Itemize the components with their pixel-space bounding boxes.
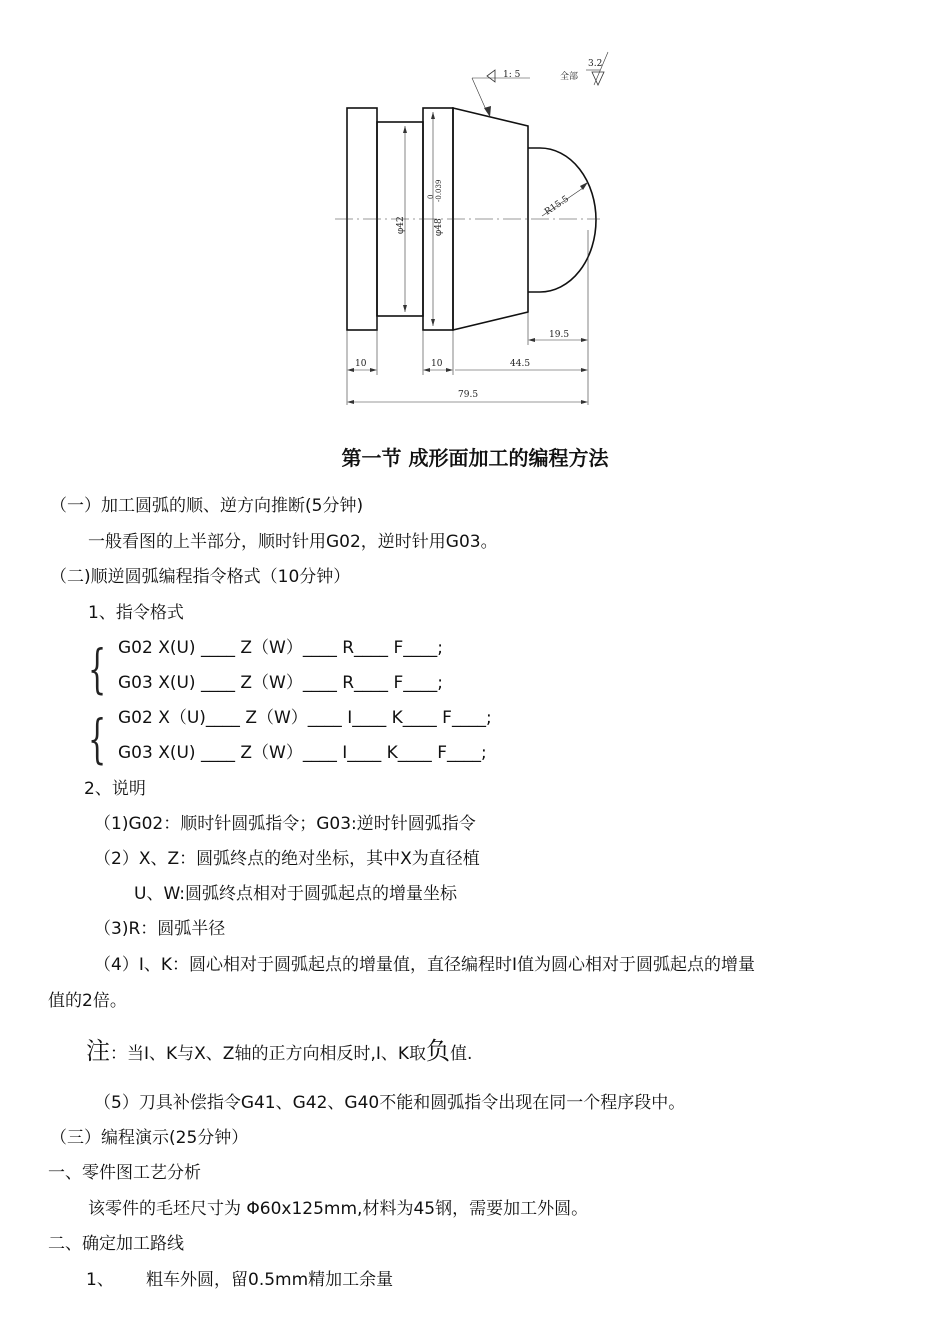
brace-1: { [88, 640, 107, 700]
note-4: （4）I、K：圆心相对于圆弧起点的增量值，直径编程时I值为圆心相对于圆弧起点的增量 [94, 955, 755, 975]
subheading-notes: 2、说明 [84, 779, 146, 799]
brace-2: { [88, 710, 107, 770]
section-title: 第一节 成形面加工的编程方法 [341, 446, 609, 470]
heading-2: （二)顺逆圆弧编程指令格式（10分钟） [50, 567, 351, 587]
note-mark: 注 [86, 1037, 110, 1065]
dim-total: 79.5 [458, 390, 479, 400]
note-sign [86, 1037, 473, 1065]
step-2-item-text: 粗车外圆，留0.5mm精加工余量 [146, 1270, 394, 1290]
format-line-g03-r: G03 X(U) ____ Z（W）____ R____ F____; [118, 673, 443, 693]
dim-len1: 10 [355, 359, 367, 369]
step-1-text: 该零件的毛坯尺寸为 Φ60x125mm,材料为45钢，需要加工外圆。 [88, 1199, 589, 1219]
step-2-heading: 二、确定加工路线 [48, 1234, 184, 1254]
paragraph-direction: 一般看图的上半部分，顺时针用G02，逆时针用G03。 [88, 532, 498, 552]
part-drawing-svg [300, 40, 630, 420]
note-1: （1)G02：顺时针圆弧指令；G03:逆时针圆弧指令 [94, 814, 476, 834]
note-2: （2）X、Z：圆弧终点的绝对坐标，其中X为直径植 [94, 849, 480, 869]
dia2-label: φ48 [434, 218, 444, 236]
format-line-g03-ik: G03 X(U) ____ Z（W）____ I____ K____ F____; [118, 743, 487, 763]
note-2b: U、W:圆弧终点相对于圆弧起点的增量坐标 [134, 884, 457, 904]
note-fu: 负 [426, 1037, 451, 1065]
step-1-heading: 一、零件图工艺分析 [48, 1163, 201, 1183]
dia2-tol-upper: 0 [427, 194, 435, 199]
dia2-tol-lower: -0.039 [435, 179, 443, 202]
dim-len4: 19.5 [549, 330, 570, 340]
dim-len2: 10 [431, 359, 443, 369]
dia1-label: φ42 [396, 216, 406, 234]
step-2-item-number: 1、 [86, 1270, 114, 1290]
taper-label: 1: 5 [503, 70, 521, 80]
heading-3: （三）编程演示(25分钟） [50, 1128, 249, 1148]
radius-label: R15.5 [543, 194, 571, 218]
roughness-value: 3.2 [588, 59, 603, 69]
dome-end [528, 148, 596, 292]
note-4-cont: 值的2倍。 [48, 991, 127, 1011]
format-line-g02-r: G02 X(U) ____ Z（W）____ R____ F____; [118, 638, 443, 658]
note-3: （3)R：圆弧半径 [94, 919, 226, 939]
note-text-b: 值. [450, 1044, 473, 1064]
dim-len3: 44.5 [510, 359, 531, 369]
heading-1: （一）加工圆弧的顺、逆方向推断(5分钟) [50, 496, 364, 516]
subheading-format: 1、指令格式 [88, 603, 184, 623]
part-drawing [300, 40, 630, 420]
note-5: （5）刀具补偿指令G41、G42、G40不能和圆弧指令出现在同一个程序段中。 [94, 1093, 686, 1113]
format-line-g02-ik: G02 X（U)____ Z（W）____ I____ K____ F____; [118, 708, 492, 728]
roughness-label: 全部 [560, 72, 579, 82]
note-text-a: ：当I、K与X、Z轴的正方向相反时,I、K取 [110, 1044, 427, 1064]
